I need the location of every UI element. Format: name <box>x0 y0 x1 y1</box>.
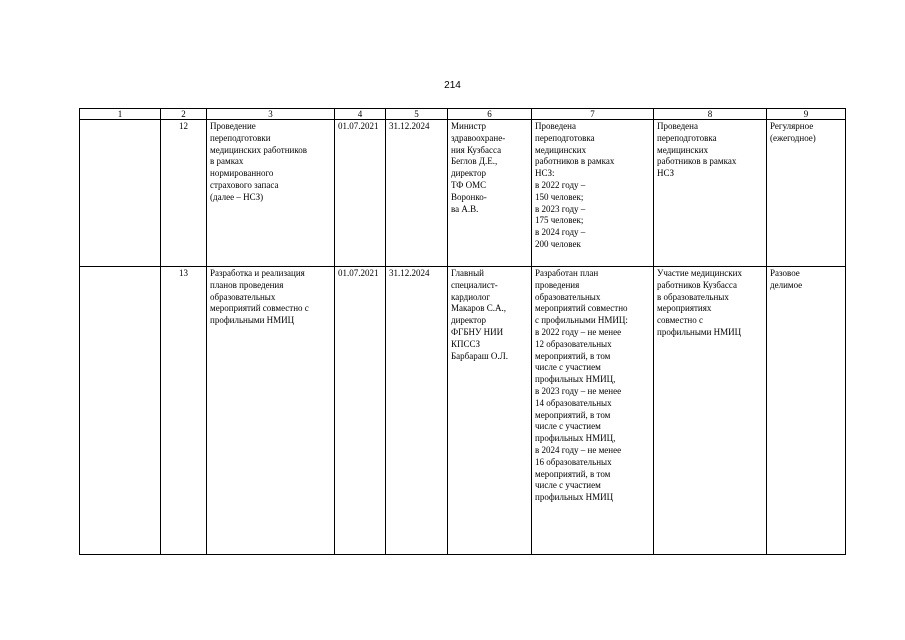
result-cell <box>532 267 654 555</box>
responsible-cell <box>448 120 532 267</box>
cell-text-line: НСЗ: <box>535 168 555 179</box>
cell-text-line: ния Кузбасса <box>451 144 502 155</box>
cell-text-line: 12 образовательных <box>535 338 612 349</box>
cell-text-line: ва А.В. <box>451 203 479 214</box>
cell-text-line: в 2022 году – не менее <box>535 326 622 337</box>
cell-text-line: Проведение <box>210 121 256 131</box>
cell-text-line: переподготовки <box>210 132 271 143</box>
type-cell <box>767 267 846 555</box>
cell-text-line: совместно с <box>657 315 703 326</box>
cell-text-line: мероприятий совместно <box>535 303 628 314</box>
result-cell <box>532 120 654 267</box>
cell-text-line: Разработан план <box>535 268 599 278</box>
column-number-row <box>80 109 846 120</box>
cell-text-line: работников Кузбасса <box>657 279 737 290</box>
cell-text-line: директор <box>451 168 486 179</box>
cell-text-line: образовательных <box>535 291 601 302</box>
cell-text-line: Макаров С.А., <box>451 303 506 314</box>
indicator-cell <box>654 120 767 267</box>
cell-text-line: мероприятий, в том <box>535 468 611 479</box>
cell-text-line: 14 образовательных <box>535 397 612 408</box>
cell-text-line: числе с участием <box>535 480 601 491</box>
cell-text-line: планов проведения <box>210 279 284 290</box>
cell-text-line: профильных НМИЦ <box>535 492 614 503</box>
cell-text-line: мероприятий, в том <box>535 350 611 361</box>
cell-text-line: Участие медицинских <box>657 268 742 278</box>
cell-text-line: в 2023 году – не менее <box>535 385 622 396</box>
end-date: 31.12.2024 <box>386 267 448 555</box>
cell-text-line: ФГБНУ НИИ <box>451 326 504 337</box>
indicator-cell <box>654 267 767 555</box>
cell-text-line: образовательных <box>210 291 276 302</box>
measure-name-cell <box>207 120 335 267</box>
cell-text-line: Разовое <box>770 268 800 278</box>
cell-text-line: мероприятий, в том <box>535 409 611 420</box>
cell-text-line: здравоохране- <box>451 132 506 143</box>
cell-text-line: в 2022 году – <box>535 179 586 190</box>
item-number: 13 <box>161 267 207 555</box>
cell-text-line: специалист- <box>451 279 498 290</box>
start-date: 01.07.2021 <box>335 120 386 267</box>
cell-text-line: в рамках <box>210 156 244 167</box>
cell-text-line: с профильными НМИЦ: <box>535 315 628 326</box>
cell-text-line: Министр <box>451 121 486 131</box>
column-number: 1 <box>80 109 161 120</box>
cell-text-line: 200 человек <box>535 238 581 249</box>
cell-text-line: мероприятиях <box>657 303 712 314</box>
cell-text-line: профильными НМИЦ <box>657 326 742 337</box>
cell-text-line: переподготовка <box>657 132 717 143</box>
page-number: 214 <box>444 80 461 91</box>
cell-text-line: ТФ ОМС <box>451 179 487 190</box>
cell-text-line: профильных НМИЦ, <box>535 433 616 444</box>
cell-text-line: медицинских <box>657 144 709 155</box>
column-number: 4 <box>335 109 386 120</box>
cell-text-line: в образовательных <box>657 291 729 302</box>
column-number: 7 <box>532 109 654 120</box>
end-date: 31.12.2024 <box>386 120 448 267</box>
measures-table <box>79 108 846 555</box>
cell-text-line: профильных НМИЦ, <box>535 374 616 385</box>
cell-text-line: страхового запаса <box>210 179 279 190</box>
measure-name-cell <box>207 267 335 555</box>
cell-text-line: Воронко- <box>451 191 487 202</box>
column-number: 5 <box>386 109 448 120</box>
column-number: 8 <box>654 109 767 120</box>
column-number: 3 <box>207 109 335 120</box>
column-number: 9 <box>767 109 846 120</box>
responsible-cell <box>448 267 532 555</box>
cell-text-line: 175 человек; <box>535 215 584 226</box>
cell-text-line: 16 образовательных <box>535 456 612 467</box>
cell-text-line: КПССЗ <box>451 338 481 349</box>
type-cell <box>767 120 846 267</box>
item-number: 12 <box>161 120 207 267</box>
cell-text-line: нормированного <box>210 168 274 179</box>
cell-text-line: Барбараш О.Л. <box>451 350 509 361</box>
start-date: 01.07.2021 <box>335 267 386 555</box>
row-group-cell <box>80 267 161 555</box>
cell-text-line: НСЗ <box>657 168 675 179</box>
cell-text-line: Главный <box>451 268 484 278</box>
table-row <box>80 267 846 555</box>
cell-text-line: числе с участием <box>535 362 601 373</box>
cell-text-line: Регулярное <box>770 121 814 131</box>
cell-text-line: медицинских <box>535 144 587 155</box>
column-number: 2 <box>161 109 207 120</box>
cell-text-line: 150 человек; <box>535 191 584 202</box>
cell-text-line: кардиолог <box>451 291 491 302</box>
cell-text-line: (ежегодное) <box>770 132 816 143</box>
cell-text-line: числе с участием <box>535 421 601 432</box>
cell-text-line: работников в рамках <box>657 156 737 167</box>
cell-text-line: в 2024 году – не менее <box>535 444 622 455</box>
row-group-cell <box>80 120 161 267</box>
cell-text-line: (далее – НСЗ) <box>210 191 264 202</box>
cell-text-line: Проведена <box>535 121 576 131</box>
cell-text-line: директор <box>451 315 486 326</box>
table-row <box>80 120 846 267</box>
cell-text-line: профильными НМИЦ <box>210 315 295 326</box>
cell-text-line: в 2023 году – <box>535 203 586 214</box>
cell-text-line: Беглов Д.Е., <box>451 156 498 167</box>
cell-text-line: делимое <box>770 279 803 290</box>
cell-text-line: Проведена <box>657 121 698 131</box>
cell-text-line: медицинских работников <box>210 144 308 155</box>
cell-text-line: Разработка и реализация <box>210 268 305 278</box>
cell-text-line: проведения <box>535 279 580 290</box>
cell-text-line: в 2024 году – <box>535 227 586 238</box>
cell-text-line: мероприятий совместно с <box>210 303 309 314</box>
cell-text-line: переподготовка <box>535 132 595 143</box>
column-number: 6 <box>448 109 532 120</box>
cell-text-line: работников в рамках <box>535 156 615 167</box>
